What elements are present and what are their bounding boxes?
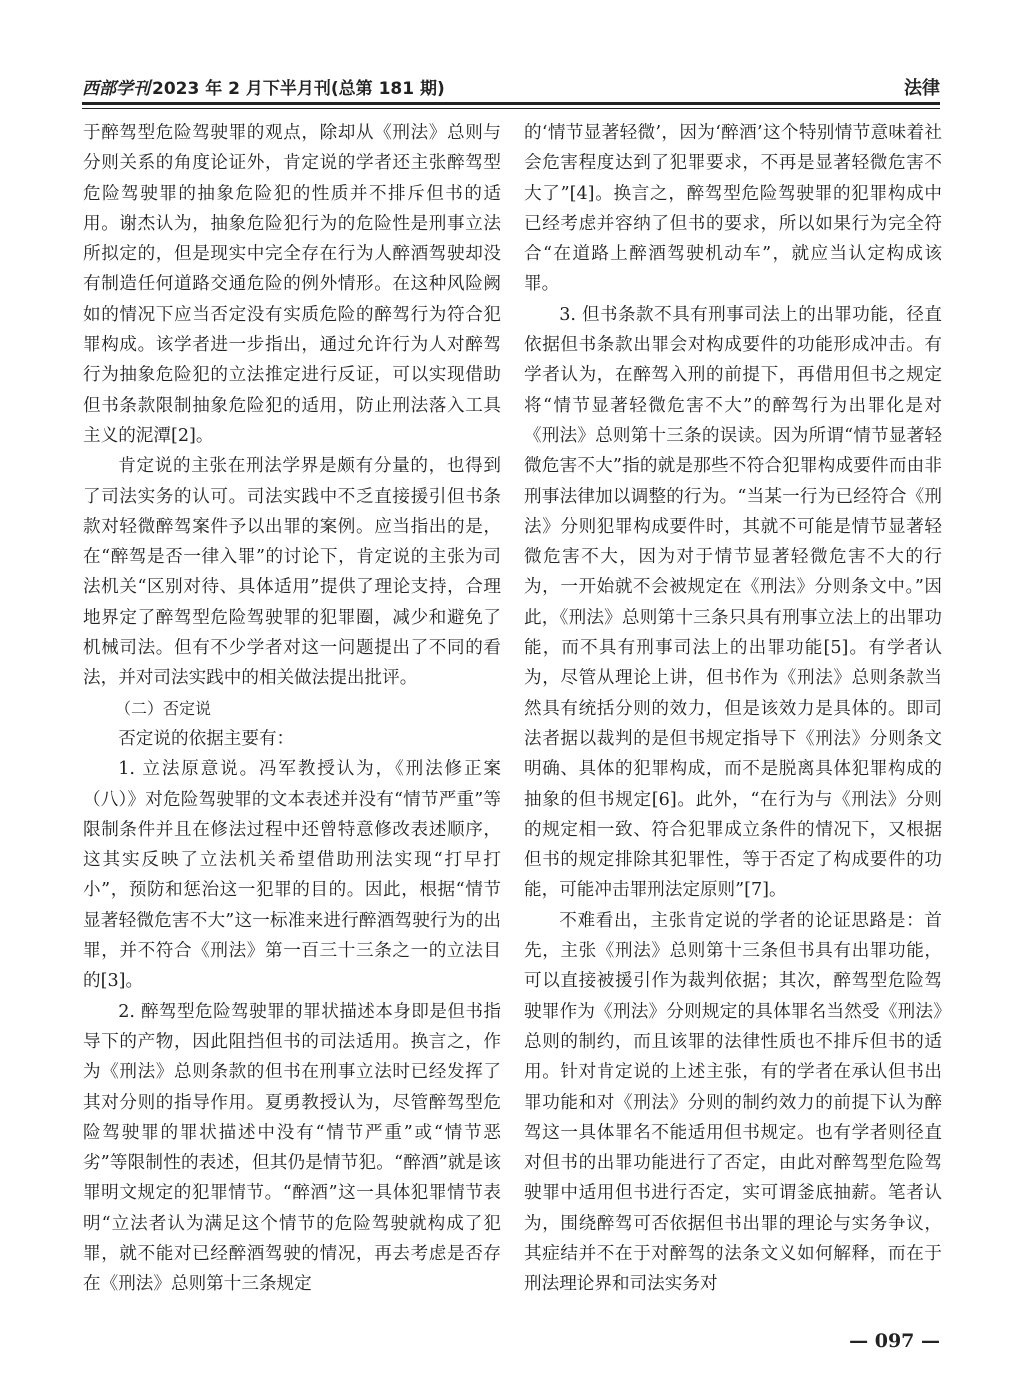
- paragraph: 于醉驾型危险驾驶罪的观点，除却从《刑法》总则与分则关系的角度论证外，肯定说的学者还主张醉驾型危险驾驶罪的抽象危险犯的性质并不排斥但书的适用。谢杰认为，抽象危险犯行为的危险性是刑事立法所拟定的，但是现实中完全存在行为人醉酒驾驶却没有制造任何道路交通危险的例外情形。在这种风险阙如的情况下应当否定没有实质危险的醉驾行为符合犯罪构成。该学者进一步指出，通过允许行为人对醉驾行为抽象危险犯的立法推定进行反证，可以实现借助但书条款限制抽象危险犯的适用，防止刑法落入工具主义的泥潭[2]。: [83, 123, 501, 446]
- paragraph: 的‘情节显著轻微’，因为‘醉酒’这个特别情节意味着社会危害程度达到了犯罪要求，不再是显著轻微危害不大了”[4]。换言之，醉驾型危险驾驶罪的犯罪构成中已经考虑并容纳了但书的要求，所以如果行为完全符合“在道路上醉酒驾驶机动车”，就应当认定构成该罪。: [524, 123, 942, 295]
- header-rule-thin: [82, 108, 940, 109]
- journal-issue-line: [82, 74, 445, 99]
- right-column: [524, 118, 942, 1300]
- left-column: [83, 118, 501, 1300]
- paragraph: 1. 立法原意说。冯军教授认为，《刑法修正案（八）》对危险驾驶罪的文本表述并没有“情节严重”等限制条件并且在修法过程中还曾特意修改表述顺序，这其实反映了立法机关希望借助刑法实现“打早打小”，预防和惩治这一犯罪的目的。因此，根据“情节显著轻微危害不大”这一标准来进行醉酒驾驶行为的出罪，并不符合《刑法》第一百三十三条之一的立法目的[3]。: [83, 759, 501, 992]
- paragraph: 3. 但书条款不具有刑事司法上的出罪功能，径直依据但书条款出罪会对构成要件的功能形成冲击。有学者认为，在醉驾入刑的前提下，再借用但书之规定将“情节显著轻微危害不大”的醉驾行为出罪化是对《刑法》总则第十三条的误读。因为所谓“情节显著轻微危害不大”指的就是那些不符合犯罪构成要件而由非刑事法律加以调整的行为。“当某一行为已经符合《刑法》分则犯罪构成要件时，其就不可能是情节显著轻微危害不大，因为对于情节显著轻微危害不大的行为，一开始就不会被规定在《刑法》分则条文中。”因此，《刑法》总则第十三条只具有刑事立法上的出罪功能，而不具有刑事司法上的出罪功能[5]。有学者认为，尽管从理论上讲，但书作为《刑法》总则条款当然具有统括分则的效力，但是该效力是具体的。即司法者据以裁判的是但书规定指导下《刑法》分则条文明确、具体的犯罪构成，而不是脱离具体犯罪构成的抽象的但书规定[6]。此外，“在行为与《刑法》分则的规定相一致、符合犯罪成立条件的情况下，又根据但书的规定排除其犯罪性，等于否定了构成要件的功能，可能冲击罪刑法定原则”[7]。: [524, 304, 942, 901]
- issue-label: 2023 年 2 月下半月刊(总第 181 期): [152, 79, 445, 99]
- section-heading: （二）否定说: [115, 698, 212, 718]
- paragraph: 肯定说的主张在刑法学界是颇有分量的，也得到了司法实务的认可。司法实践中不乏直接援引但书条款对轻微醉驾案件予以出罪的案例。应当指出的是，在“醉驾是否一律入罪”的讨论下，肯定说的主张为司法机关“区别对待、具体适用”提供了理论支持，合理地界定了醉驾型危险驾驶罪的犯罪圈，减少和避免了机械司法。但有不少学者对这一问题提出了不同的看法，并对司法实践中的相关做法提出批评。: [83, 456, 501, 689]
- journal-logo: 西部学刊: [82, 79, 150, 99]
- paragraph: 否定说的依据主要有：: [118, 728, 295, 749]
- header-rule-thick: [82, 102, 940, 105]
- running-header: [82, 70, 940, 104]
- section-label: 法律: [904, 78, 940, 99]
- page-number: — 097 —: [849, 1330, 940, 1352]
- paragraph: 2. 醉驾型危险驾驶罪的罪状描述本身即是但书指导下的产物，因此阻挡但书的司法适用。换言之，作为《刑法》总则条款的但书在刑事立法时已经发挥了其对分则的指导作用。夏勇教授认为，尽管醉驾型危险驾驶罪的罪状描述中没有“情节严重”或“情节恶劣”等限制性的表述，但其仍是情节犯。“醉酒”就是该罪明文规定的犯罪情节。“醉酒”这一具体犯罪情节表明“立法者认为满足这个情节的危险驾驶就构成了犯罪，就不能对已经醉酒驾驶的情况，再去考虑是否存在《刑法》总则第十三条规定: [83, 1001, 501, 1295]
- paragraph: 不难看出，主张肯定说的学者的论证思路是：首先，主张《刑法》总则第十三条但书具有出罪功能，可以直接被援引作为裁判依据；其次，醉驾型危险驾驶罪作为《刑法》分则规定的具体罪名当然受《刑法》总则的制约，而且该罪的法律性质也不排斥但书的适用。针对肯定说的上述主张，有的学者在承认但书出罪功能和对《刑法》分则的制约效力的前提下认为醉驾这一具体罪名不能适用但书规定。也有学者则径直对但书的出罪功能进行了否定，由此对醉驾型危险驾驶罪中适用但书进行否定，实可谓釜底抽薪。笔者认为，围绕醉驾可否依据但书出罪的理论与实务争议，其症结并不在于对醉驾的法条文义如何解释，而在于刑法理论界和司法实务对: [524, 910, 942, 1295]
